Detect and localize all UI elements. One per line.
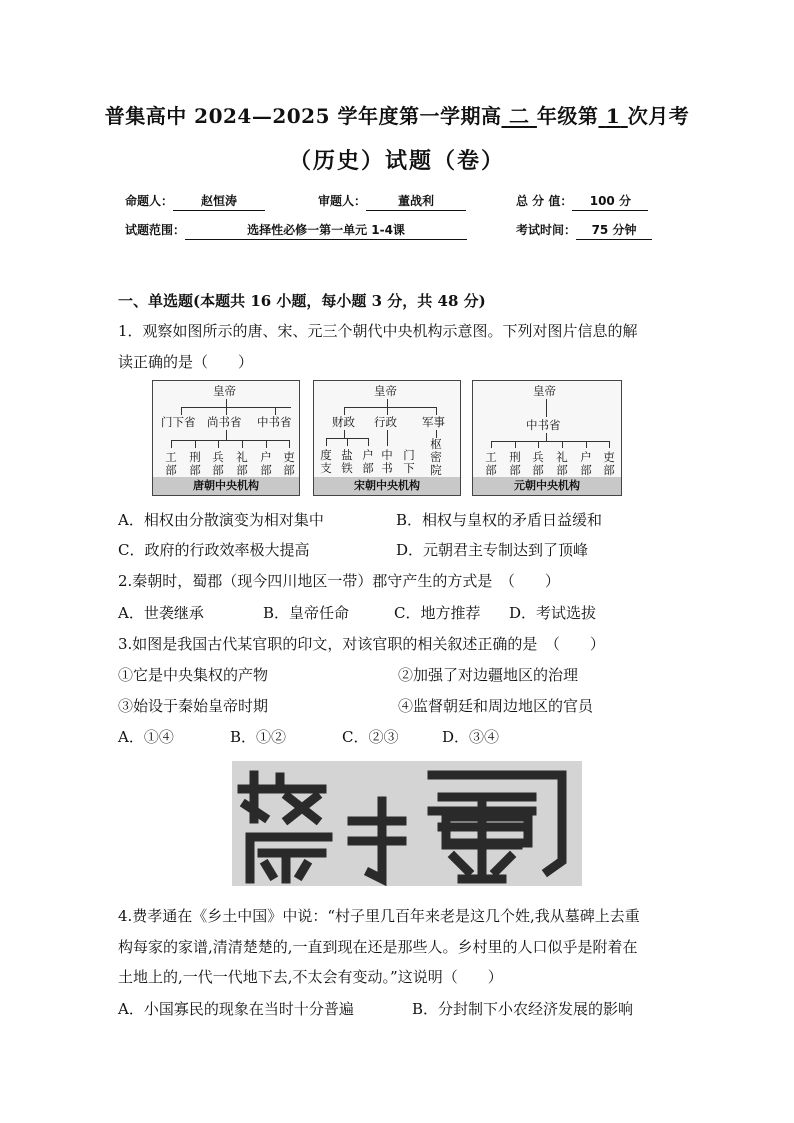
q3-option-a: A．①④ [118,728,174,746]
q3-item-2: ②加强了对边疆地区的治理 [398,666,579,684]
q3-option-c: C．②③ [342,728,399,746]
q1-option-c: C．政府的行政效率极大提高 [118,541,310,559]
score-field: 总 分 值： 100 分 [516,192,648,211]
time-field: 考试时间： 75 分钟 [516,221,652,240]
seal-glyphs [232,761,582,886]
q3-item-3: ③始设于秦始皇帝时期 [118,697,269,715]
q4-option-b: B．分封制下小农经济发展的影响 [412,1000,634,1018]
exam-no-blank: 1 [605,104,621,128]
yuan-panel: 皇帝 中书省 工 部 刑 部 兵 部 礼 部 户 部 吏 部 元朝中央机构 [472,380,622,496]
q1-stem-line1: 1．观察如图所示的唐、宋、元三个朝代中央机构示意图。下列对图片信息的解 [118,322,638,340]
tang-caption: 唐朝中央机构 [153,477,299,495]
q3-option-d: D．③④ [442,728,500,746]
grade-blank: 二 [508,104,530,128]
q2-option-a: A．世袭继承 [118,604,204,622]
q4-line1: 4.费孝通在《乡土中国》中说：“村子里几百年来老是这几个姓,我从墓碑上去重 [118,907,640,925]
song-caption: 宋朝中央机构 [314,477,460,495]
scope-field: 试题范围： 选择性必修一第一单元 1-4课 [125,221,467,240]
q1-option-b: B．相权与皇权的矛盾日益缓和 [396,511,603,529]
reviewer-field: 审题人： 董战利 [318,192,466,211]
q1-option-d: D．元朝君主专制达到了顶峰 [396,541,589,559]
q4-line2: 构每家的家谱,清清楚楚的,一直到现在还是那些人。乡村里的人口似乎是附着在 [118,938,638,956]
tang-panel: 皇帝 门下省 尚书省 中书省 工 部 刑 部 兵 部 礼 部 户 部 吏 部 唐朝中央机构 [152,380,300,496]
exam-subtitle: （历史）试题（卷） [288,148,505,174]
exam-title: 普集高中 2024—2025 学年度第一学期高 二 年级第 1 次月考 [104,104,690,128]
section-heading: 一、单选题(本题共 16 小题，每小题 3 分，共 48 分) [118,292,486,310]
q3-option-b: B．①② [230,728,287,746]
q3-stem: 3.如图是我国古代某官职的印文，对该官职的相关叙述正确的是 （ ） [118,635,605,653]
q2-stem: 2.秦朝时，蜀郡（现今四川地区一带）郡守产生的方式是 （ ） [118,572,560,590]
yuan-caption: 元朝中央机构 [473,477,621,495]
q3-item-4: ④监督朝廷和周边地区的官员 [398,697,594,715]
central-institutions-diagram [152,380,622,496]
q4-line3: 土地上的,一代一代地下去,不太会有变动。”这说明（ ） [118,968,503,986]
q2-option-b: B．皇帝任命 [263,604,350,622]
q4-option-a: A．小国寡民的现象在当时十分普遍 [118,1000,354,1018]
seal-image [232,761,582,886]
author-field: 命题人： 赵恒涛 [125,192,265,211]
song-panel: 皇帝 财政 行政 军事 度 支 盐 铁 户 部 中 书 门 下 枢 密 院 宋朝中央机构 [313,380,461,496]
q1-option-a: A．相权由分散演变为相对集中 [118,511,324,529]
q2-option-d: D．考试选拔 [509,604,597,622]
q1-stem-line2: 读正确的是（ ） [118,353,254,371]
q3-item-1: ①它是中央集权的产物 [118,666,269,684]
q2-option-c: C．地方推荐 [394,604,481,622]
